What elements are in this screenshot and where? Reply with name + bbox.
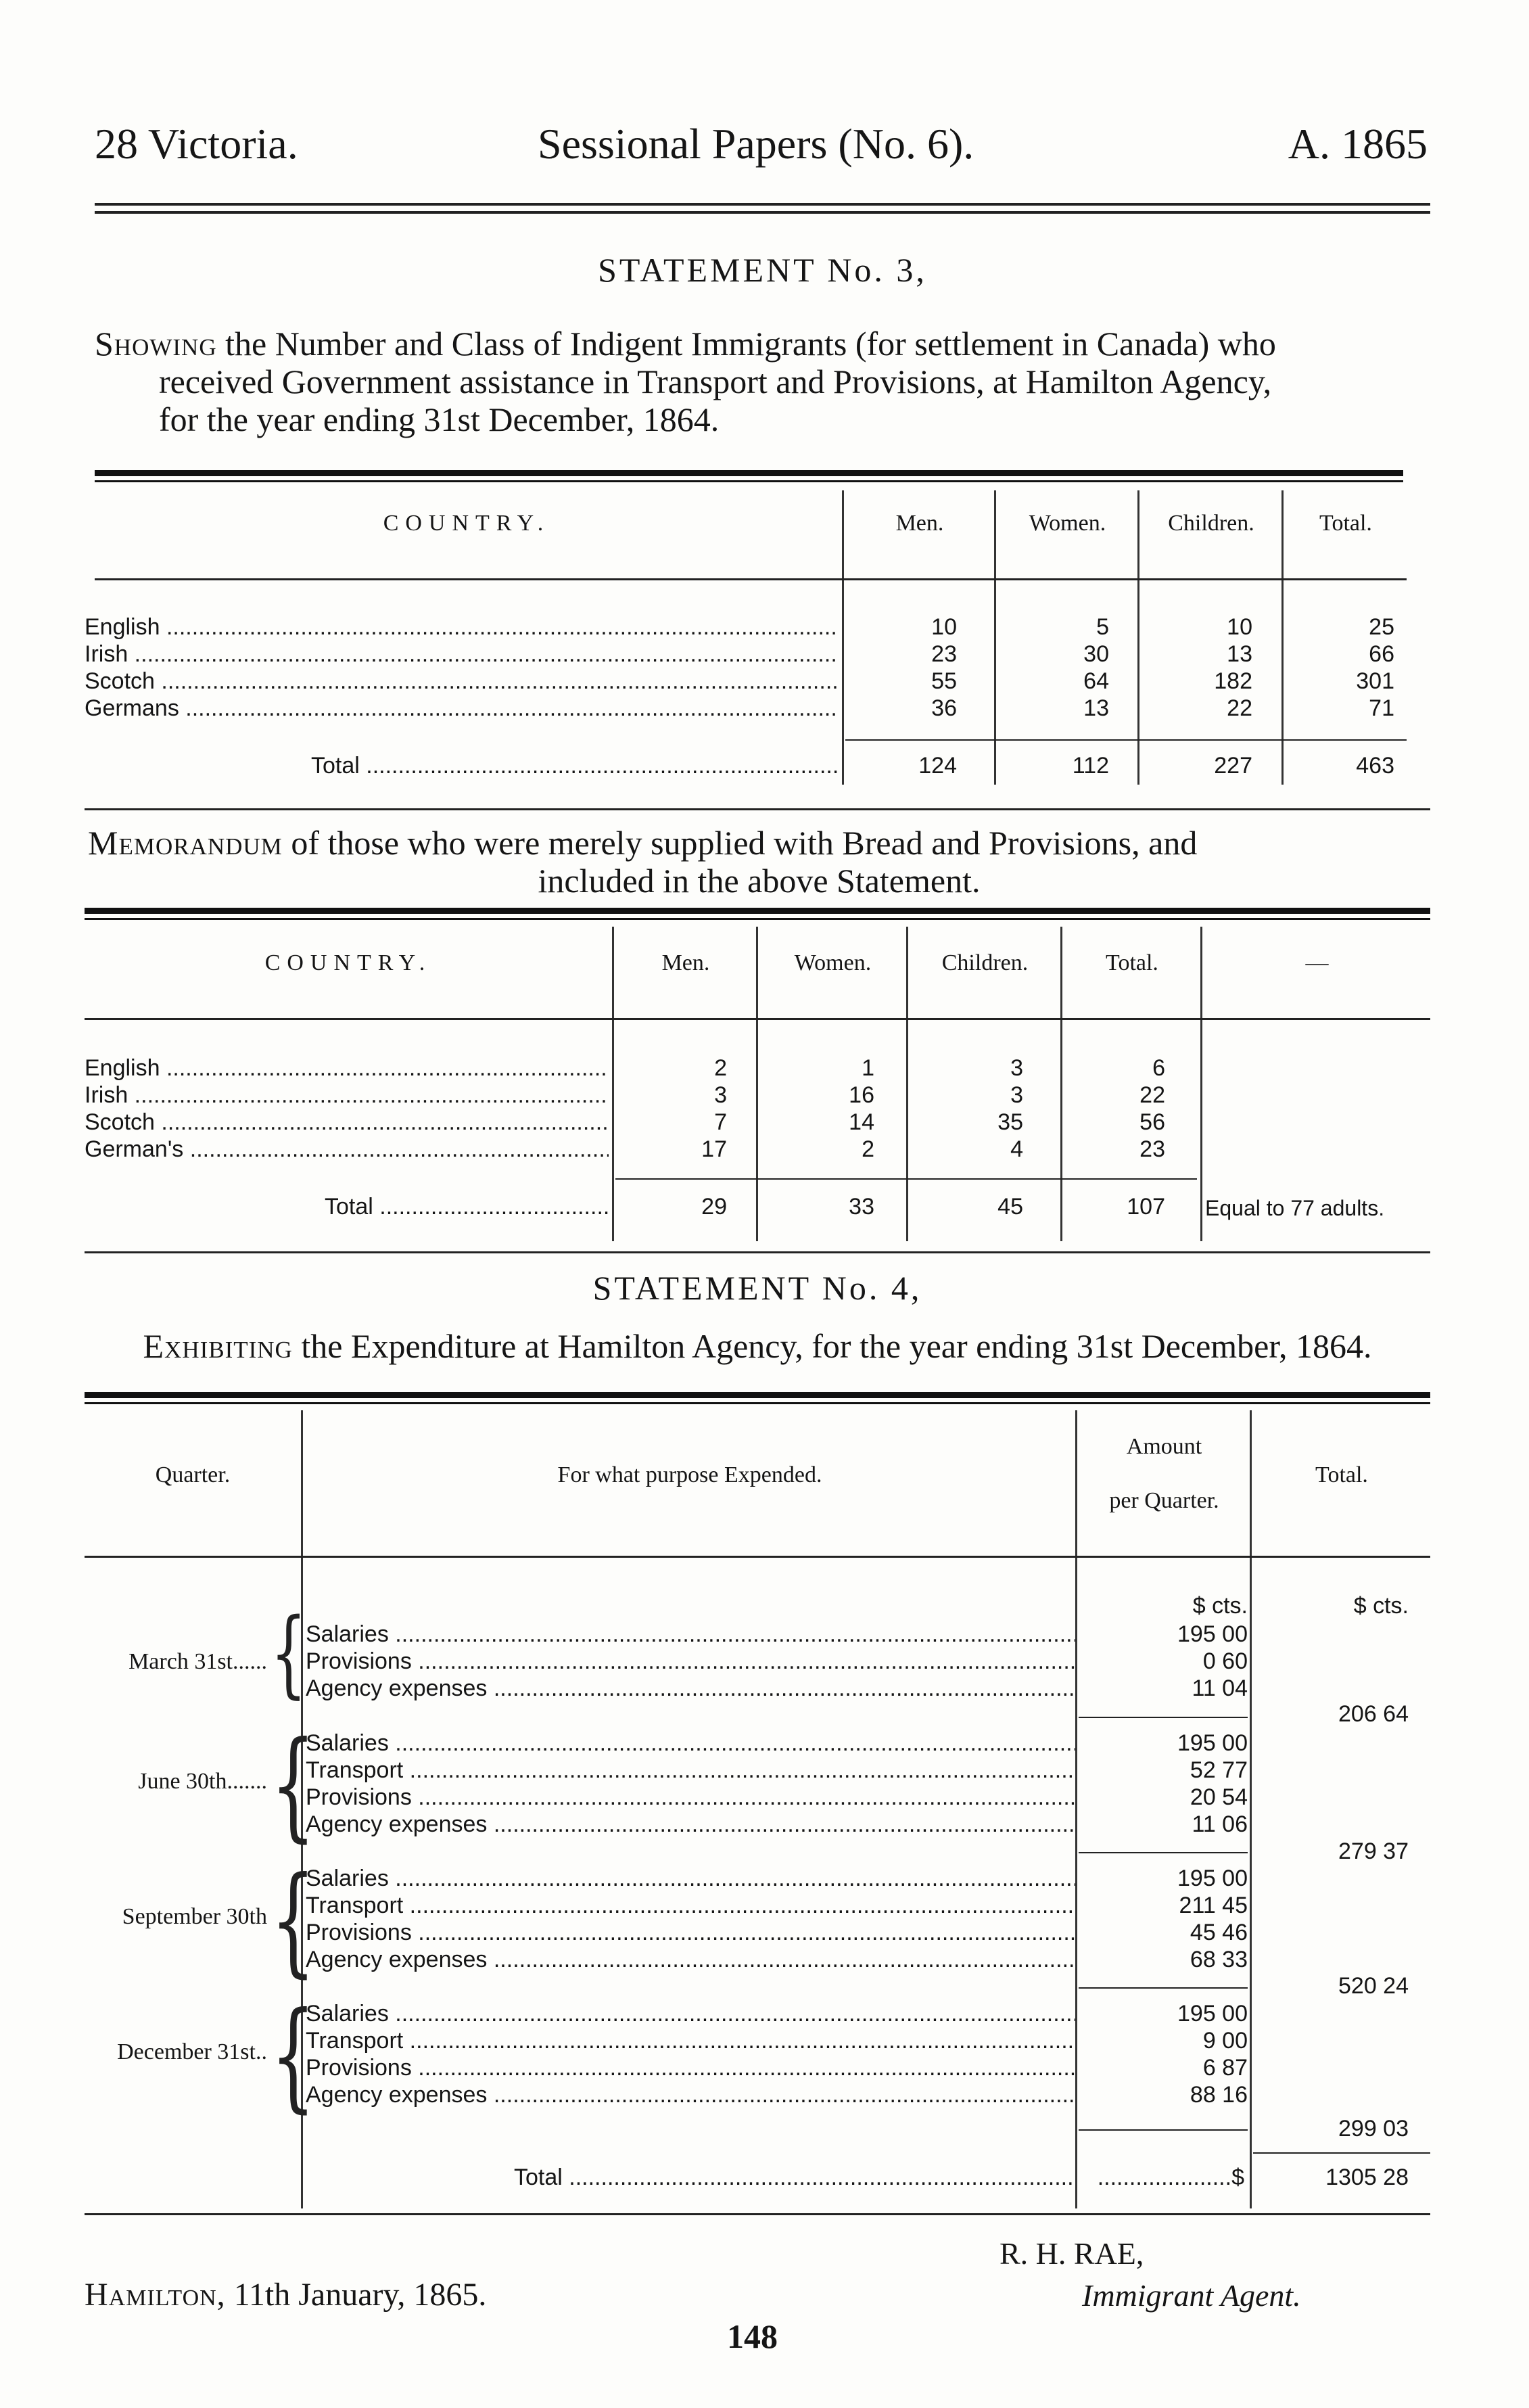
expense-row: Salaries ..... [306, 1730, 1075, 1757]
memorandum-total-row [325, 1194, 609, 1220]
children-cell: 4 [1010, 1136, 1023, 1162]
table-row [85, 1082, 609, 1109]
total-cell: 23 [1139, 1136, 1165, 1162]
quarter-brace: { [270, 1598, 307, 1709]
quarter-label: December 31st.. [117, 2039, 267, 2064]
amount-cell: 195 00 [1177, 1866, 1248, 1891]
amount-cell: 9 00 [1202, 2028, 1248, 2054]
statement3-line1: the Number and Class of Indigent Immigrants (for settlement in Canada) who [225, 325, 1276, 363]
country-cell: German's ..... [85, 1136, 609, 1163]
statement4-top-rule [85, 1392, 1430, 1404]
header-rule [95, 203, 1430, 214]
statement4-line: the Expenditure at Hamilton Agency, for the year ending 31st December, 1864. [301, 1327, 1372, 1365]
quarter-total: 206 64 [1338, 1701, 1409, 1727]
statement3-col-women: Women. [1029, 511, 1106, 536]
women-cell: 64 [1083, 668, 1109, 694]
total-children: 45 [997, 1194, 1023, 1220]
memorandum-description [88, 824, 1430, 900]
expense-row: Transport ..... [306, 1757, 1075, 1784]
total-cell: 6 [1152, 1055, 1165, 1081]
women-cell: 1 [862, 1055, 874, 1081]
grand-total-row [514, 2164, 1075, 2191]
header-left: 28 Victoria. [95, 120, 298, 168]
expense-row: Transport ..... [306, 1893, 1075, 1919]
expense-row: Agency expenses ..... [306, 1947, 1075, 1973]
memorandum-top-rule [85, 908, 1430, 920]
statement4-lead-word: Exhibiting [143, 1327, 293, 1365]
statement4-col-amount-sub: per Quarter. [1109, 1488, 1219, 1513]
statement4-col-purpose: For what purpose Expended. [557, 1462, 822, 1487]
amount-cell: 11 04 [1192, 1675, 1248, 1701]
men-cell: 7 [714, 1109, 727, 1135]
children-cell: 3 [1010, 1055, 1023, 1081]
total-men: 29 [701, 1194, 727, 1220]
expense-row: Agency expenses ..... [306, 2082, 1075, 2108]
men-cell: 2 [714, 1055, 727, 1081]
women-cell: 30 [1083, 641, 1109, 667]
country-cell: Germans ..... [85, 695, 839, 722]
country-cell: Scotch ..... [85, 1109, 609, 1136]
women-cell: 14 [849, 1109, 874, 1135]
table-row [85, 695, 839, 722]
header-right: A. 1865 [1288, 120, 1428, 168]
amount-cell: 52 77 [1190, 1757, 1248, 1783]
statement4-description [85, 1327, 1430, 1365]
header-center: Sessional Papers (No. 6). [538, 120, 974, 168]
footer-date: 11th January, 1865. [233, 2277, 487, 2313]
country-cell: Scotch ..... [85, 668, 839, 695]
total-cell: 25 [1369, 614, 1394, 640]
women-cell: 5 [1096, 614, 1109, 640]
total-total: 107 [1127, 1194, 1165, 1220]
statement3-col-men: Men. [895, 511, 944, 536]
statement3-line3: for the year ending 31st December, 1864. [159, 400, 720, 438]
expense-row: Salaries ..... [306, 2001, 1075, 2027]
total-cell: 71 [1369, 695, 1394, 721]
children-cell: 35 [997, 1109, 1023, 1135]
statement4-col-amount: Amount [1126, 1434, 1202, 1459]
amount-cell: 195 00 [1177, 2001, 1248, 2027]
memorandum-col-children: Children. [941, 950, 1029, 975]
amount-cell: 6 87 [1202, 2055, 1248, 2081]
children-cell: 13 [1227, 641, 1252, 667]
statement3-col-children: Children. [1168, 511, 1254, 536]
quarter-brace: { [270, 1987, 316, 2125]
amount-cell: 68 33 [1190, 1947, 1248, 1972]
expense-row: Agency expenses ..... [306, 1811, 1075, 1838]
expense-row: Provisions ..... [306, 1784, 1075, 1811]
amount-cell: 11 06 [1192, 1811, 1248, 1837]
table-row [85, 1109, 609, 1136]
men-cell: 36 [931, 695, 957, 721]
men-cell: 55 [931, 668, 957, 694]
men-cell: 10 [931, 614, 957, 640]
statement3-total-row [311, 753, 839, 779]
women-cell: 16 [849, 1082, 874, 1108]
statement3-line2: received Government assistance in Transport and Provisions, at Hamilton Agency, [159, 363, 1272, 400]
total-cell: 56 [1139, 1109, 1165, 1135]
total-units: $ cts. [1353, 1593, 1409, 1619]
total-cell: 301 [1356, 668, 1394, 694]
statement3-lead-word: Showing [95, 325, 217, 363]
men-cell: 3 [714, 1082, 727, 1108]
children-cell: 10 [1227, 614, 1252, 640]
expense-row: Provisions ..... [306, 2055, 1075, 2081]
memorandum-lead-word: Memorandum [88, 824, 283, 862]
footer-place-date [85, 2276, 486, 2313]
amount-cell: 195 00 [1177, 1730, 1248, 1756]
memorandum-col-total: Total. [1106, 950, 1158, 975]
country-cell: Irish ..... [85, 641, 839, 668]
footer-role: Immigrant Agent. [1082, 2278, 1301, 2313]
statement4-title: STATEMENT No. 4, [592, 1269, 922, 1307]
statement3-description [95, 325, 1430, 438]
statement3-col-total: Total. [1319, 511, 1372, 536]
memorandum-line2: included in the above Statement. [538, 862, 981, 900]
women-cell: 13 [1083, 695, 1109, 721]
table-row [85, 1136, 609, 1163]
equivalent-adults-note: Equal to 77 adults. [1205, 1196, 1385, 1220]
table-row [85, 1055, 609, 1082]
children-cell: 3 [1010, 1082, 1023, 1108]
country-cell: English ..... [85, 1055, 609, 1082]
footer-place: Hamilton, [85, 2277, 226, 2313]
total-label: Total ..... [325, 1194, 609, 1220]
expense-row: Salaries ..... [306, 1866, 1075, 1892]
men-cell: 23 [931, 641, 957, 667]
total-children: 227 [1214, 753, 1252, 779]
memorandum-col-country: COUNTRY. [264, 950, 432, 975]
expense-row: Provisions ..... [306, 1920, 1075, 1946]
statement3-col-country: COUNTRY. [383, 511, 550, 536]
total-women: 33 [849, 1194, 874, 1220]
total-cell: 22 [1139, 1082, 1165, 1108]
grand-total-dollar-leader: .....................$ [1097, 2164, 1244, 2190]
statement3-top-rule [95, 470, 1403, 482]
quarter-label: June 30th....... [138, 1769, 267, 1794]
statement4-col-total: Total. [1315, 1462, 1368, 1487]
amount-units: $ cts. [1192, 1593, 1248, 1619]
expense-row: Salaries ..... [306, 1621, 1075, 1648]
amount-cell: 211 45 [1179, 1893, 1248, 1918]
grand-total-label: Total ..... [514, 2164, 1075, 2191]
table-row [85, 614, 839, 641]
memorandum-col-extra: — [1305, 950, 1329, 975]
total-label: Total ..... [311, 753, 839, 779]
quarter-brace: { [270, 1717, 316, 1854]
women-cell: 2 [862, 1136, 874, 1162]
country-cell: English ..... [85, 614, 839, 641]
quarter-brace: { [270, 1852, 316, 1989]
memorandum-line1: of those who were merely supplied with Bread and Provisions, and [291, 824, 1198, 862]
total-women: 112 [1072, 753, 1109, 779]
total-men: 124 [918, 753, 957, 779]
page-number: 148 [727, 2317, 778, 2355]
quarter-label: March 31st...... [128, 1649, 267, 1674]
quarter-total: 299 03 [1338, 2116, 1409, 2141]
expense-row: Agency expenses ..... [306, 1675, 1075, 1702]
amount-cell: 45 46 [1190, 1920, 1248, 1945]
expense-row: Provisions ..... [306, 1648, 1075, 1675]
total-total: 463 [1356, 753, 1394, 779]
amount-cell: 0 60 [1202, 1648, 1248, 1674]
children-cell: 22 [1227, 695, 1252, 721]
amount-cell: 20 54 [1190, 1784, 1248, 1810]
memorandum-col-men: Men. [661, 950, 710, 975]
quarter-total: 279 37 [1338, 1838, 1409, 1864]
total-cell: 66 [1369, 641, 1394, 667]
quarter-total: 520 24 [1338, 1973, 1409, 1999]
amount-cell: 195 00 [1177, 1621, 1248, 1647]
grand-total-value: 1305 28 [1325, 2164, 1409, 2190]
expense-row: Transport ..... [306, 2028, 1075, 2054]
table-row [85, 641, 839, 668]
footer-signatory: R. H. RAE, [999, 2236, 1144, 2271]
statement4-col-quarter: Quarter. [155, 1462, 231, 1487]
country-cell: Irish ..... [85, 1082, 609, 1109]
memorandum-col-women: Women. [794, 950, 872, 975]
children-cell: 182 [1214, 668, 1252, 694]
quarter-label: September 30th [122, 1904, 267, 1929]
table-row [85, 668, 839, 695]
dollar-sign: $ [1231, 2164, 1244, 2190]
statement3-title: STATEMENT No. 3, [598, 251, 927, 289]
amount-cell: 88 16 [1190, 2082, 1248, 2108]
men-cell: 17 [701, 1136, 727, 1162]
